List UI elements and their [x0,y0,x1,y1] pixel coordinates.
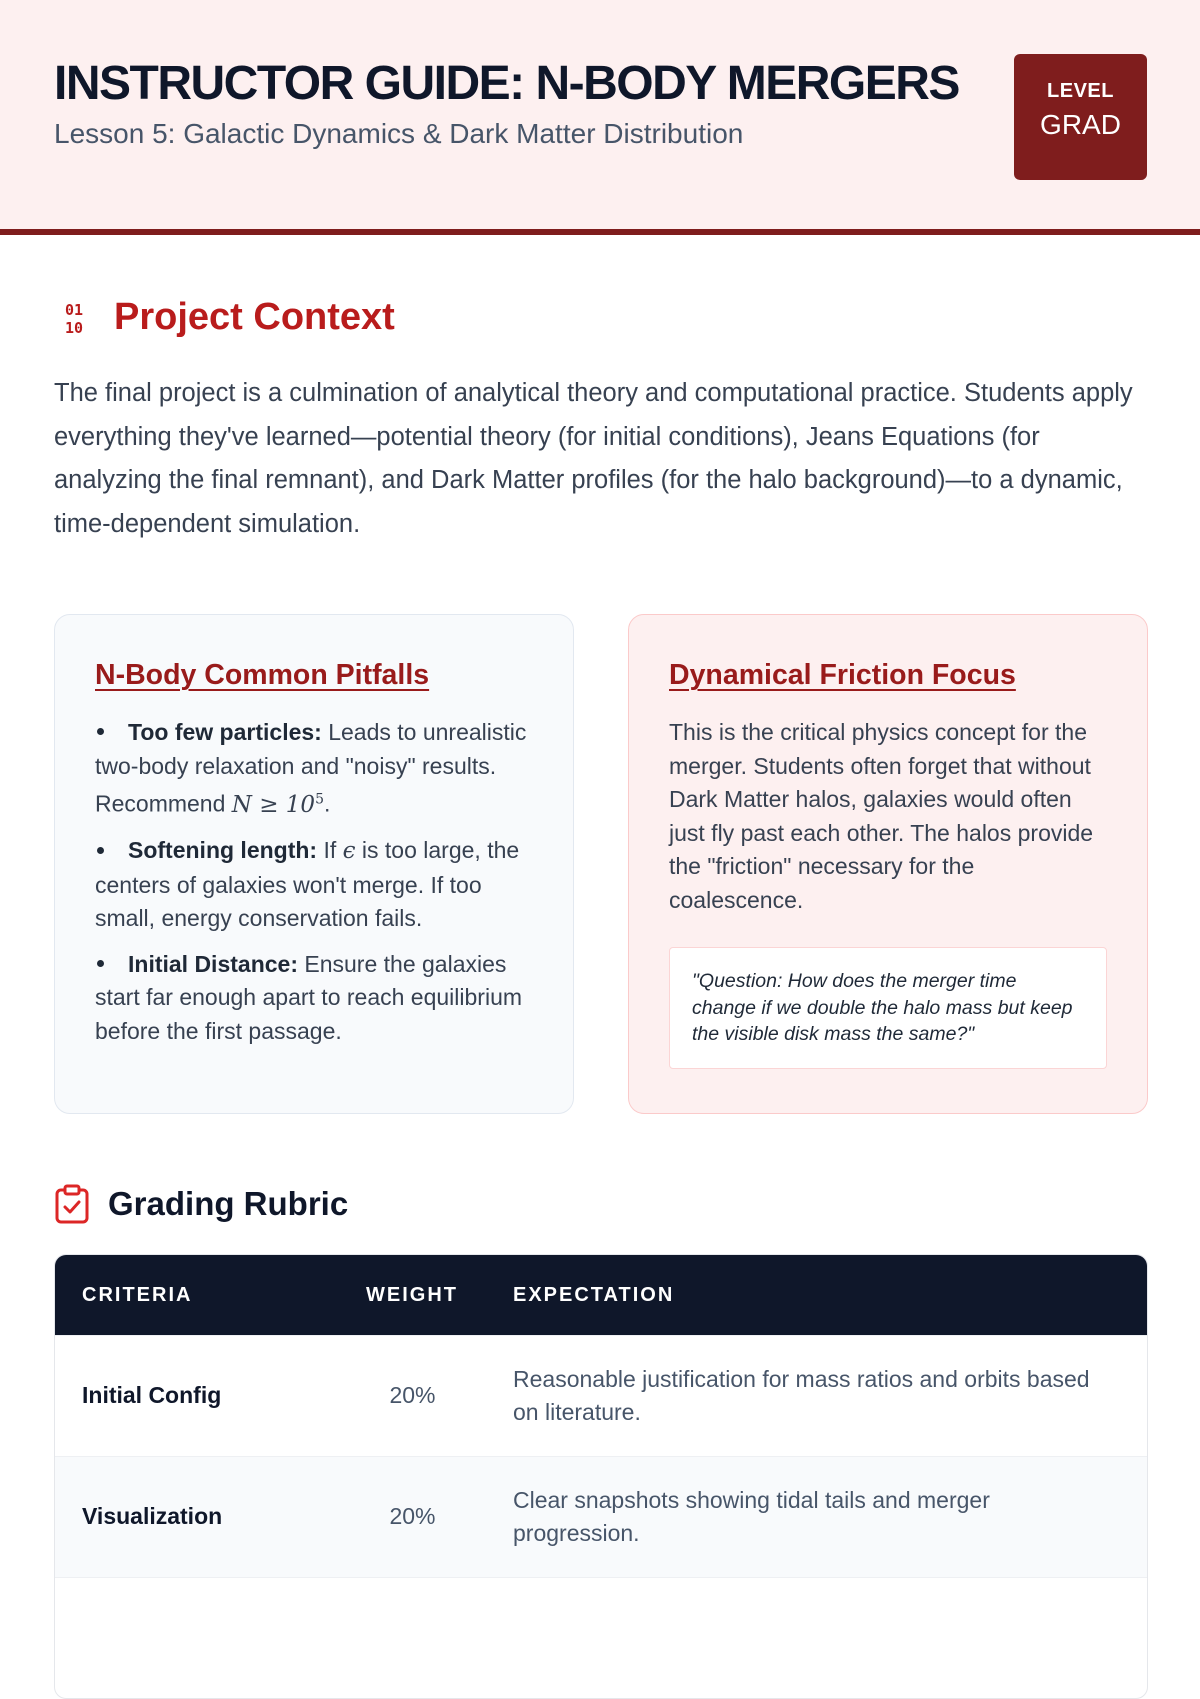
math-expression: ϵ [342,838,356,865]
project-context-title: Project Context [114,296,395,338]
table-row [55,1577,1147,1698]
list-item: Softening length: If ϵ is too large, the centers of galaxies won't merge. If too small, energy conservation fails. [95,837,520,932]
table-row [55,1456,1147,1577]
bullet-icon [97,847,104,854]
level-badge [1014,54,1147,180]
weight-cell: 20% [339,1335,486,1456]
math-expression: $N \ge 10^5$ [231,791,324,818]
svg-text:10: 10 [64,318,84,337]
friction-body: This is the critical physics concept for the merger. Students often forget that without Dark Matter halos, galaxies would often just fly past each other. The halos provide the "friction" necessary for the coalescence. [669,719,1094,913]
friction-card [628,614,1148,1114]
table-row [55,1335,1147,1456]
list-item: Too few particles: Leads to unrealistic two-body relaxation and "noisy" results. Recommend $N \ge 10^5$. [95,719,527,818]
pitfalls-title: N-Body Common Pitfalls [95,659,430,691]
friction-title: Dynamical Friction Focus [669,659,1016,691]
level-badge-label: LEVEL [1047,80,1114,102]
pitfalls-list [95,716,533,1048]
column-header-expectation: EXPECTATION [486,1255,1147,1335]
grading-rubric-table [54,1254,1148,1699]
criteria-cell: Initial Config [55,1335,339,1456]
grading-rubric-heading [54,1184,348,1224]
column-header-criteria: CRITERIA [55,1255,339,1335]
level-badge-value: GRAD [1040,109,1121,140]
bullet-icon [97,960,104,967]
grading-rubric-title: Grading Rubric [108,1185,349,1222]
pitfalls-card [54,614,574,1114]
clipboard-check-icon [54,1184,90,1224]
expectation-cell: Clear snapshots showing tidal tails and merger progression. [486,1456,1147,1577]
discussion-question: "Question: How does the merger time change if we double the halo mass but keep the visible disk mass the same?" [669,947,1107,1069]
project-context-body: The final project is a culmination of analytical theory and computational practice. Students apply everything they've learned—potential theory (for initial conditions), Jeans Equations (for analyzing the final remnant), and Dark Matter profiles (for the halo background)—to a dynamic, time-dependent simulation. [54,379,1133,538]
expectation-cell: Reasonable justification for mass ratios and orbits based on literature. [486,1335,1147,1456]
weight-cell: 20% [339,1456,486,1577]
criteria-cell: Visualization [55,1456,339,1577]
page-header [0,0,1200,235]
page-title: INSTRUCTOR GUIDE: N-BODY MERGERS [54,57,959,110]
project-context-heading [54,296,395,339]
page-subtitle: Lesson 5: Galactic Dynamics & Dark Matter Distribution [54,118,744,149]
svg-text:01: 01 [64,300,84,319]
bullet-icon [97,728,104,735]
list-item: Initial Distance: Ensure the galaxies start far enough apart to reach equilibrium before the first passage. [95,950,523,1044]
binary-icon [54,298,94,338]
column-header-weight: WEIGHT [339,1255,486,1335]
